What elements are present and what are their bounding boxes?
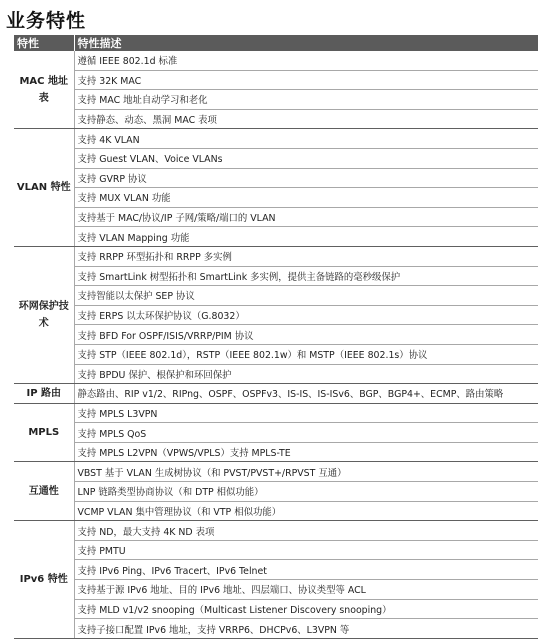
table-row	[14, 188, 538, 208]
feature-cell: 支持 MAC 地址自动学习和老化	[74, 90, 538, 110]
feature-cell: 支持 RRPP 环型拓扑和 RRPP 多实例	[74, 246, 538, 266]
feature-cell: 支持 SmartLink 树型拓扑和 SmartLink 多实例，提供主备链路的毫秒级保护	[74, 266, 538, 286]
category-cell: IP 路由	[14, 384, 74, 404]
table-row	[14, 109, 538, 129]
table-row	[14, 51, 538, 70]
table-row	[14, 344, 538, 364]
table-row	[14, 482, 538, 502]
table-row	[14, 90, 538, 110]
table-row	[14, 560, 538, 580]
header-description: 特性描述	[74, 35, 538, 51]
feature-cell: 支持 MPLS L3VPN	[74, 403, 538, 423]
category-cell: MAC 地址表	[14, 51, 74, 129]
feature-cell: 支持 MLD v1/v2 snooping（Multicast Listener Discovery snooping）	[74, 599, 538, 619]
feature-cell: 支持 32K MAC	[74, 70, 538, 90]
feature-cell: VBST 基于 VLAN 生成树协议（和 PVST/PVST+/RPVST 互通）	[74, 462, 538, 482]
feature-cell: 支持智能以太保护 SEP 协议	[74, 286, 538, 306]
table-row	[14, 325, 538, 345]
feature-cell: 支持 VLAN Mapping 功能	[74, 227, 538, 247]
feature-cell: 支持 ND，最大支持 4K ND 表项	[74, 521, 538, 541]
header-category: 特性	[14, 35, 74, 51]
table-row	[14, 423, 538, 443]
feature-cell: 静态路由、RIP v1/2、RIPng、OSPF、OSPFv3、IS-IS、IS-ISv6、BGP、BGP4+、ECMP、路由策略	[74, 384, 538, 404]
page-title: 业务特性	[6, 10, 87, 32]
table-row	[14, 207, 538, 227]
feature-cell: 支持基于 MAC/协议/IP 子网/策略/端口的 VLAN	[74, 207, 538, 227]
feature-cell: 支持静态、动态、黑洞 MAC 表项	[74, 109, 538, 129]
table-row	[14, 521, 538, 541]
category-cell: 互通性	[14, 462, 74, 521]
table-row	[14, 148, 538, 168]
feature-cell: 支持 BPDU 保护、根保护和环回保护	[74, 364, 538, 384]
table-row	[14, 168, 538, 188]
table-row	[14, 540, 538, 560]
table-row	[14, 266, 538, 286]
table-body	[14, 51, 538, 638]
table-row	[14, 364, 538, 384]
table-row	[14, 70, 538, 90]
table-row	[14, 246, 538, 266]
table-row	[14, 501, 538, 521]
feature-cell: 支持 STP（IEEE 802.1d），RSTP（IEEE 802.1w）和 MSTP（IEEE 802.1s）协议	[74, 344, 538, 364]
category-cell: VLAN 特性	[14, 129, 74, 247]
feature-cell: 支持基于源 IPv6 地址、目的 IPv6 地址、四层端口、协议类型等 ACL	[74, 580, 538, 600]
feature-cell: 支持 MPLS QoS	[74, 423, 538, 443]
feature-cell: 支持 IPv6 Ping、IPv6 Tracert、IPv6 Telnet	[74, 560, 538, 580]
table-row	[14, 305, 538, 325]
category-cell: MPLS	[14, 403, 74, 462]
table-row	[14, 129, 538, 149]
category-cell: IPv6 特性	[14, 521, 74, 639]
feature-cell: 支持 4K VLAN	[74, 129, 538, 149]
table-row	[14, 442, 538, 462]
feature-cell: 支持 PMTU	[74, 540, 538, 560]
table-row	[14, 599, 538, 619]
table-row	[14, 580, 538, 600]
table-row	[14, 286, 538, 306]
table-header-row	[14, 35, 538, 51]
table-row	[14, 462, 538, 482]
table-row	[14, 403, 538, 423]
feature-cell: LNP 链路类型协商协议（和 DTP 相似功能）	[74, 482, 538, 502]
feature-cell: 支持 ERPS 以太环保护协议（G.8032）	[74, 305, 538, 325]
feature-cell: 支持 BFD For OSPF/ISIS/VRRP/PIM 协议	[74, 325, 538, 345]
category-cell: 环网保护技术	[14, 246, 74, 383]
feature-cell: 支持 Guest VLAN、Voice VLANs	[74, 148, 538, 168]
table-row	[14, 384, 538, 404]
feature-table	[14, 35, 539, 639]
table-row	[14, 619, 538, 639]
feature-cell: 支持 MUX VLAN 功能	[74, 188, 538, 208]
feature-cell: 支持 GVRP 协议	[74, 168, 538, 188]
feature-cell: 支持 MPLS L2VPN（VPWS/VPLS）支持 MPLS-TE	[74, 442, 538, 462]
table-row	[14, 227, 538, 247]
feature-cell: 遵循 IEEE 802.1d 标准	[74, 51, 538, 70]
feature-cell: 支持子接口配置 IPv6 地址，支持 VRRP6、DHCPv6、L3VPN 等	[74, 619, 538, 639]
feature-cell: VCMP VLAN 集中管理协议（和 VTP 相似功能）	[74, 501, 538, 521]
